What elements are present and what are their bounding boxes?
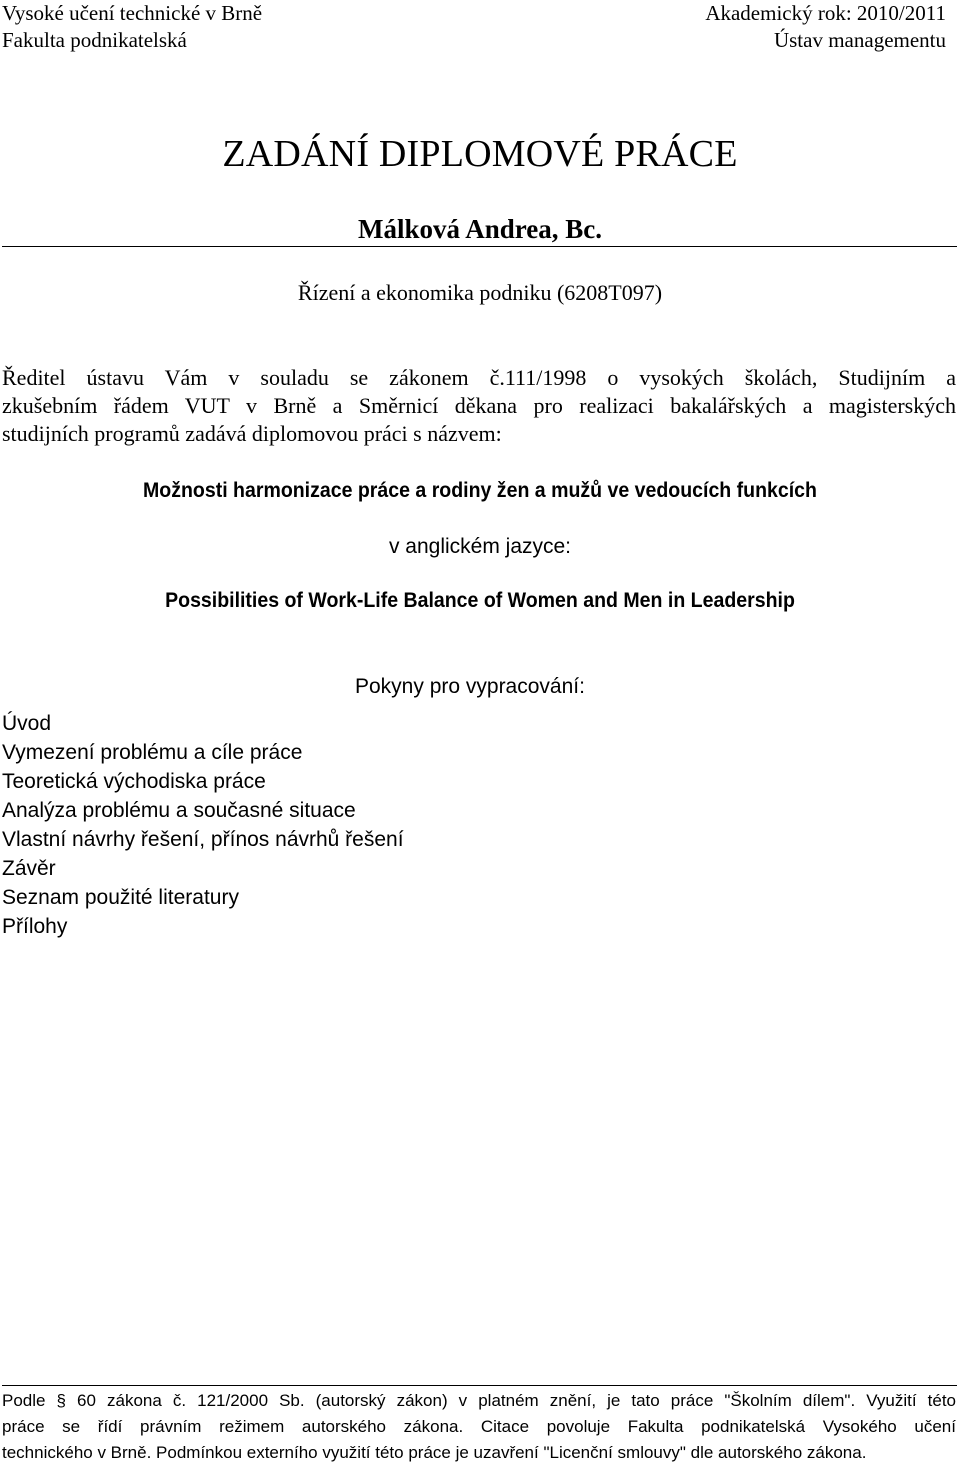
footer-line: Podle § 60 zákona č. 121/2000 Sb. (autorský zákon) v platném znění, je tato práce "Školním dílem". Využití této: [2, 1391, 956, 1410]
academic-year: Akademický rok: 2010/2011: [705, 1, 946, 25]
intro-line: Ředitel ústavu Vám v souladu se zákonem č.111/1998 o vysokých školách, Studijním a: [2, 365, 956, 390]
divider-bottom: [2, 1385, 957, 1386]
intro-line: studijních programů zadává diplomovou práci s názvem:: [2, 421, 502, 446]
university-name: Vysoké učení technické v Brně: [2, 1, 263, 25]
outline-list: [2, 709, 404, 941]
intro-paragraph: [2, 364, 956, 448]
outline-item: Přílohy: [2, 915, 68, 938]
english-language-label: v anglickém jazyce:: [388, 535, 572, 558]
header-right: [705, 0, 946, 54]
document-title: ZADÁNÍ DIPLOMOVÉ PRÁCE: [222, 133, 738, 175]
instructions-label: Pokyny pro vypracování:: [355, 675, 585, 698]
outline-item: Seznam použité literatury: [2, 886, 239, 909]
faculty-name: Fakulta podnikatelská: [2, 28, 187, 52]
student-name: Málková Andrea, Bc.: [357, 214, 602, 244]
footer-line: technického v Brně. Podmínkou externího využití této práce je uzavření "Licenční smlouvy" dle autorského zákona.: [2, 1443, 867, 1462]
thesis-title-english: Possibilities of Work-Life Balance of Women and Men in Leadership: [165, 589, 795, 612]
outline-item: Vymezení problému a cíle práce: [2, 741, 303, 764]
divider-top: [2, 246, 957, 247]
thesis-title-czech: Možnosti harmonizace práce a rodiny žen a mužů ve vedoucích funkcích: [143, 479, 817, 502]
institute-name: Ústav managementu: [773, 28, 946, 52]
copyright-notice: [2, 1388, 956, 1466]
outline-item: Analýza problému a současné situace: [2, 799, 356, 822]
outline-item: Teoretická východiska práce: [2, 770, 266, 793]
outline-item: Závěr: [2, 857, 56, 880]
study-program: Řízení a ekonomika podniku (6208T097): [297, 280, 663, 305]
footer-line: práce se řídí právním režimem autorského zákona. Citace povoluje Fakulta podnikatelská Vysokého učení: [2, 1417, 956, 1436]
outline-item: Úvod: [2, 712, 52, 735]
header-left: [2, 0, 262, 54]
intro-line: zkušebním řádem VUT v Brně a Směrnicí děkana pro realizaci bakalářských a magisterských: [2, 393, 956, 418]
outline-item: Vlastní návrhy řešení, přínos návrhů řešení: [2, 828, 404, 851]
